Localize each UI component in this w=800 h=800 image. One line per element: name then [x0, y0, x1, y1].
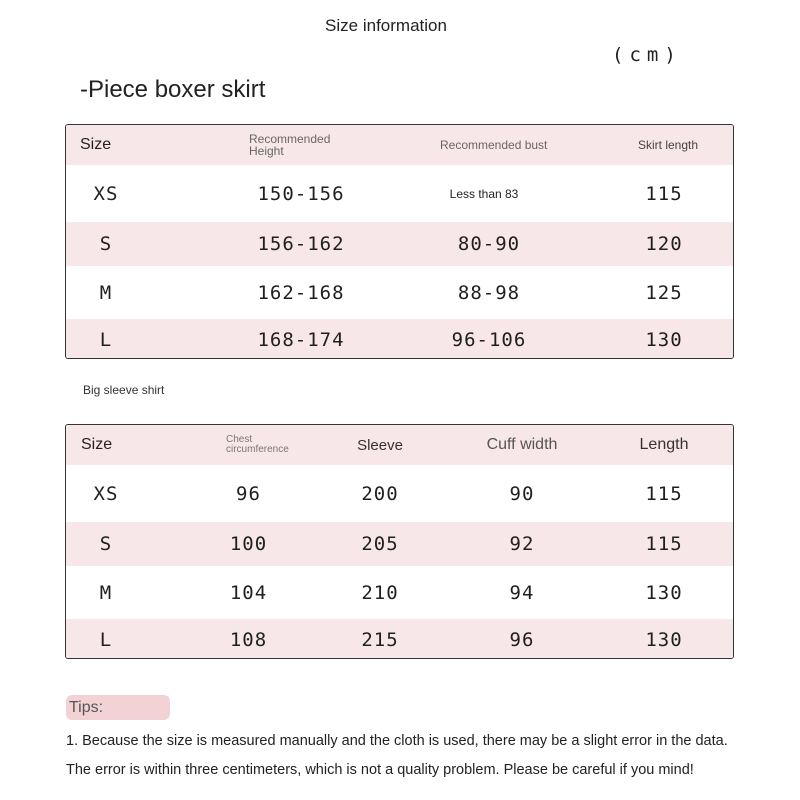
- header-skirt-length: Skirt length: [637, 138, 699, 152]
- cell-chest: 96: [236, 482, 261, 505]
- cell-cuff-width: 92: [509, 533, 535, 555]
- cell-size: S: [99, 233, 113, 255]
- header-sleeve: Sleeve: [357, 436, 403, 454]
- cell-size: L: [99, 628, 113, 651]
- cell-cuff-width: 96: [509, 628, 535, 651]
- header-length: Length: [639, 436, 689, 453]
- cell-height: 162-168: [257, 281, 345, 304]
- cell-chest: 108: [229, 628, 268, 651]
- table-row: [66, 266, 733, 319]
- table-row: [66, 566, 733, 619]
- cell-size: M: [99, 281, 113, 304]
- header-chest-circumference: Chest circumference: [226, 434, 289, 455]
- table-row: [66, 319, 733, 359]
- cell-length: 115: [645, 533, 683, 555]
- cell-sleeve: 205: [361, 533, 399, 555]
- cell-length: 115: [645, 482, 683, 505]
- tips-badge: Tips:: [66, 695, 170, 720]
- header-recommended-bust: Recommended bust: [440, 138, 548, 152]
- cell-cuff-width: 90: [509, 482, 535, 505]
- tip-line: 1. Because the size is measured manually and the cloth is used, there may be a slight error in the data.: [66, 733, 728, 749]
- cell-skirt-length: 125: [645, 281, 683, 304]
- cell-bust: Less than 83: [449, 186, 519, 201]
- table-row: [66, 165, 733, 222]
- cell-size: XS: [93, 482, 119, 505]
- cell-skirt-length: 120: [645, 233, 683, 255]
- table-header-row: [66, 125, 733, 165]
- cell-chest: 100: [229, 533, 268, 555]
- shirt-table-heading: Big sleeve shirt: [83, 383, 165, 397]
- header-recommended-height: Recommended Height: [249, 132, 331, 158]
- table-row: [66, 465, 733, 522]
- skirt-size-table: [65, 124, 734, 359]
- unit-label: (cm): [612, 44, 682, 66]
- cell-chest: 104: [229, 581, 268, 604]
- cell-size: L: [99, 328, 113, 351]
- cell-size: M: [99, 581, 113, 604]
- table-row: [66, 222, 733, 266]
- skirt-table-heading: -Piece boxer skirt: [80, 76, 266, 103]
- header-size: Size: [81, 436, 113, 453]
- cell-height: 168-174: [257, 328, 345, 351]
- table-row: [66, 522, 733, 566]
- cell-sleeve: 200: [361, 482, 399, 505]
- table-row: [66, 619, 733, 659]
- cell-height: 150-156: [257, 182, 345, 205]
- cell-bust: 88-98: [457, 281, 521, 304]
- cell-skirt-length: 115: [645, 182, 683, 205]
- header-size: Size: [80, 136, 112, 153]
- cell-size: S: [99, 533, 113, 555]
- shirt-size-table: [65, 424, 734, 659]
- cell-length: 130: [645, 628, 683, 651]
- cell-height: 156-162: [257, 233, 345, 255]
- header-cuff-width: Cuff width: [486, 436, 558, 453]
- cell-bust: 80-90: [457, 233, 521, 255]
- cell-sleeve: 210: [361, 581, 399, 604]
- table-header-row: [66, 425, 733, 465]
- cell-skirt-length: 130: [645, 328, 683, 351]
- cell-sleeve: 215: [361, 628, 399, 651]
- cell-size: XS: [93, 182, 119, 205]
- tip-line: The error is within three centimeters, which is not a quality problem. Please be careful if you mind!: [66, 762, 694, 778]
- page-title: Size information: [325, 16, 447, 35]
- cell-length: 130: [645, 581, 683, 604]
- cell-bust: 96-106: [451, 328, 527, 351]
- cell-cuff-width: 94: [509, 581, 535, 604]
